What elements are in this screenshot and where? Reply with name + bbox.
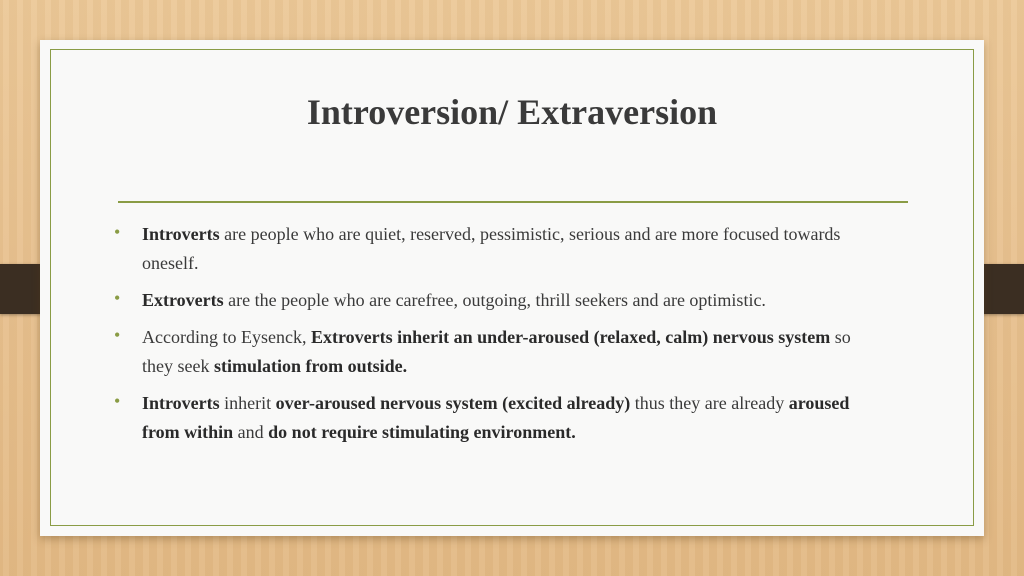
slide-title: Introversion/ Extraversion xyxy=(306,92,718,132)
bullet-dot-icon: • xyxy=(114,222,121,242)
bullet-text: thus they are already xyxy=(630,393,789,413)
bullet-text: so they seek xyxy=(142,327,851,376)
bullet-text-bold: Introverts xyxy=(142,393,220,413)
bullet-text-bold: Introverts xyxy=(142,224,220,244)
bullet-text-bold: Extroverts xyxy=(142,290,224,310)
bullet-text: and xyxy=(233,422,269,442)
bullet-list xyxy=(114,220,884,455)
bullet-dot-icon: • xyxy=(114,325,121,345)
title-divider xyxy=(118,201,908,203)
bullet-text: According to Eysenck, xyxy=(142,327,311,347)
bullet-text: are people who are quiet, reserved, pessimistic, serious and are more focused towards oneself. xyxy=(142,224,841,273)
bullet-text-bold: do not require stimulating environment. xyxy=(268,422,576,442)
bullet-item-introverts xyxy=(114,220,884,278)
bullet-item-eysenck xyxy=(114,323,884,381)
bullet-text-bold: Extroverts inherit an under-aroused (relaxed, calm) nervous system xyxy=(310,327,831,347)
bullet-dot-icon: • xyxy=(114,391,121,411)
bullet-dot-icon: • xyxy=(114,288,121,308)
bullet-text-bold: over-aroused nervous system (excited already) xyxy=(275,393,631,413)
bullet-item-introverts-inherit xyxy=(114,389,884,447)
bullet-text: inherit xyxy=(219,393,276,413)
bullet-item-extroverts xyxy=(114,286,884,315)
bullet-text-bold: aroused from within xyxy=(142,393,850,442)
bullet-text-bold: stimulation from outside. xyxy=(213,356,408,376)
bullet-text: are the people who are carefree, outgoing, thrill seekers and are optimistic. xyxy=(223,290,766,310)
